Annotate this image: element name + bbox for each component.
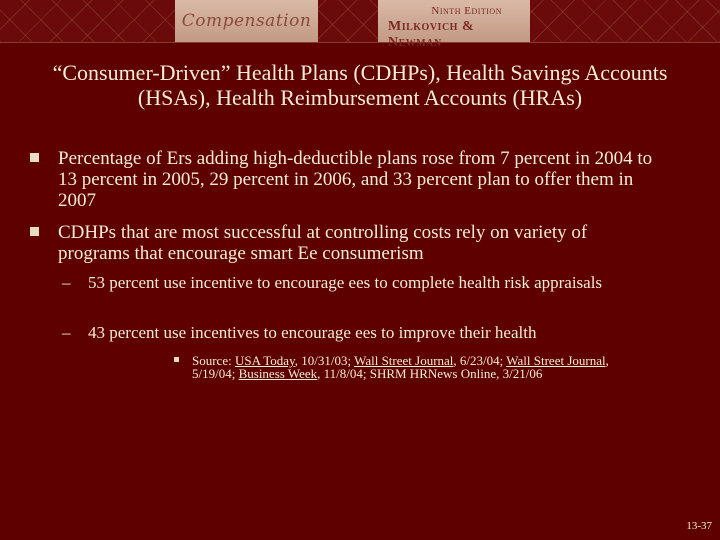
source-business-week: Business Week (238, 366, 318, 381)
bullet-square-icon (30, 227, 39, 236)
banner-pattern-middle (318, 0, 378, 42)
source-date-1: , 10/31/03; (294, 353, 355, 368)
page-number: 13-37 (686, 520, 712, 532)
header-banner (0, 0, 720, 50)
banner-pattern-left (0, 0, 175, 42)
dash-icon: – (62, 323, 71, 342)
dash-icon: – (62, 273, 71, 292)
source-text (192, 354, 632, 380)
authors-label: Milkovich & Newman (388, 19, 475, 50)
source-wsj-2: Wall Street Journal (506, 353, 606, 368)
bullet-text: Percentage of Ers adding high-deductible plans rose from 7 percent in 2004 to 13 percent in 2005, 29 percent in 2006, and 33 percent plan to offer them in 2007 (58, 148, 653, 211)
source-date-4: , 11/8/04; SHRM HRNews Online, 3/21/06 (317, 366, 543, 381)
logo-text: Compensation (181, 11, 312, 31)
sub-bullet-text: 43 percent use incentives to encourage ees to improve their health (88, 323, 537, 342)
bullet-text: CDHPs that are most successful at controlling costs rely on variety of programs that encourage smart Ee consumerism (58, 222, 588, 264)
source-label: Source: (192, 353, 232, 368)
small-square-bullet-icon (174, 357, 179, 362)
source-wsj-1: Wall Street Journal (354, 353, 454, 368)
source-usa-today: USA Today (234, 353, 295, 368)
edition-label: Ninth Edition (431, 5, 502, 17)
compensation-logo (175, 0, 318, 42)
bullet-square-icon (30, 153, 39, 162)
banner-pattern-right (530, 0, 720, 42)
edition-box (378, 0, 530, 50)
source-date-3: , 5/19/04; (192, 353, 609, 381)
sub-bullet-text: 53 percent use incentive to encourage ees to complete health risk appraisals (88, 273, 603, 292)
source-date-2: , 6/23/04; (453, 353, 507, 368)
slide-title: “Consumer-Driven” Health Plans (CDHPs), Health Savings Accounts (HSAs), Health Reimbursement Accounts (HRAs) (52, 60, 668, 110)
